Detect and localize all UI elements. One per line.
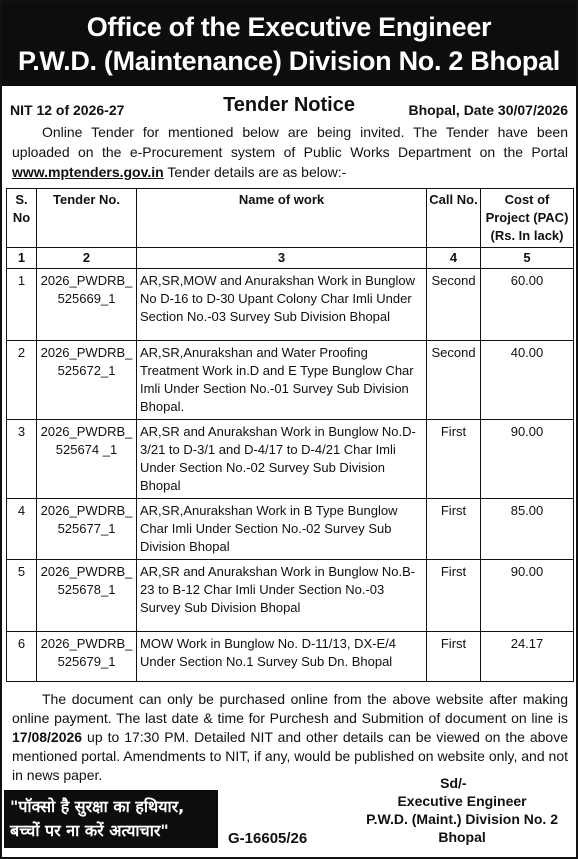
slogan-line-1: "पॉक्सो है सुरक्षा का हथियार, [10, 797, 185, 816]
terms-text: The document can only be purchased online from the above website after making online payment. The last date & time for Purchesh and Submition of document on line is [12, 691, 568, 726]
signatory-city: Bhopal [438, 829, 486, 845]
deadline-date: 17/08/2026 [12, 729, 83, 745]
terms-text-end: up to 17:30 PM. Detailed NIT and other details can be viewed on the above mentioned portal. Amendments to NIT, if any, would be published on website only, and not in news paper. [12, 729, 568, 783]
row-cost: 90.00 [481, 560, 574, 632]
portal-link[interactable]: www.mptenders.gov.in [12, 164, 164, 180]
row-cost: 90.00 [481, 420, 574, 499]
row-tender-no: 2026_PWDRB_ 525677_1 [37, 499, 137, 560]
row-sno: 1 [7, 269, 37, 341]
column-index: 5 [481, 248, 574, 269]
row-sno: 6 [7, 632, 37, 682]
row-tender-no: 2026_PWDRB_ 525679_1 [37, 632, 137, 682]
division-title: P.W.D. (Maintenance) Division No. 2 Bhopal [18, 46, 560, 76]
intro-text-end: Tender details are as below:- [163, 164, 347, 180]
table-header-row [7, 189, 574, 248]
table-row [7, 420, 574, 499]
table-row [7, 499, 574, 560]
table-row [7, 560, 574, 632]
intro-paragraph [2, 122, 576, 182]
row-tender-no: 2026_PWDRB_ 525674 _1 [37, 420, 137, 499]
row-cost: 85.00 [481, 499, 574, 560]
row-work: AR,SR,Anurakshan Work in B Type Bunglow Char Imli Under Section No.-02 Survey Sub Division Bhopal [137, 499, 427, 560]
row-call: First [427, 499, 481, 560]
column-index-row [7, 248, 574, 269]
row-work: MOW Work in Bunglow No. D-11/13, DX-E/4 Under Section No.1 Survey Sub Dn. Bhopal [137, 632, 427, 682]
row-work: AR,SR and Anurakshan Work in Bunglow No.B-23 to B-12 Char Imli Under Section No.-03 Survey Sub Division Bhopal [137, 560, 427, 632]
column-index: 4 [427, 248, 481, 269]
header-sno: S. No [7, 189, 37, 248]
row-call: First [427, 560, 481, 632]
header-name-of-work: Name of work [137, 189, 427, 248]
slogan-line-2: बच्चों पर ना करें अत्याचार" [10, 821, 169, 840]
row-cost: 24.17 [481, 632, 574, 682]
intro-text: Online Tender for mentioned below are being invited. The Tender have been uploaded on the e-Procurement system of Public Works Department on the Portal [12, 124, 568, 160]
row-tender-no: 2026_PWDRB_ 525678_1 [37, 560, 137, 632]
row-sno: 2 [7, 341, 37, 420]
row-sno: 4 [7, 499, 37, 560]
header-tender-no: Tender No. [37, 189, 137, 248]
nit-number: NIT 12 of 2026-27 [10, 102, 125, 118]
header-cost: Cost of Project (PAC) (Rs. In lack) [481, 189, 574, 248]
row-sno: 5 [7, 560, 37, 632]
signature-sd: Sd/- [440, 775, 467, 791]
header-call-no: Call No. [427, 189, 481, 248]
column-index: 1 [7, 248, 37, 269]
office-header [2, 2, 576, 86]
place-date: Bhopal, Date 30/07/2026 [408, 102, 568, 118]
signature-block [366, 774, 558, 846]
table-row [7, 632, 574, 682]
row-call: First [427, 420, 481, 499]
table-row [7, 341, 574, 420]
row-tender-no: 2026_PWDRB_ 525669_1 [37, 269, 137, 341]
row-tender-no: 2026_PWDRB_ 525672_1 [37, 341, 137, 420]
column-index: 3 [137, 248, 427, 269]
office-title: Office of the Executive Engineer [86, 12, 492, 42]
row-cost: 60.00 [481, 269, 574, 341]
row-cost: 40.00 [481, 341, 574, 420]
pocso-slogan-box [4, 790, 218, 848]
release-code: G-16605/26 [228, 830, 308, 847]
row-sno: 3 [7, 420, 37, 499]
row-work: AR,SR,Anurakshan and Water Proofing Treatment Work in.D and E Type Bunglow Char Imli Under Section No.-01 Survey Sub Division Bhopal. [137, 341, 427, 420]
row-call: First [427, 632, 481, 682]
notice-meta [2, 92, 576, 122]
row-call: Second [427, 341, 481, 420]
column-index: 2 [37, 248, 137, 269]
table-row [7, 269, 574, 341]
row-work: AR,SR and Anurakshan Work in Bunglow No.D-3/21 to D-3/1 and D-4/17 to D-4/21 Char Imli Under Section No.-02 Survey Sub Division Bhopal [137, 420, 427, 499]
row-work: AR,SR,MOW and Anurakshan Work in Bunglow No D-16 to D-30 Upant Colony Char Imli Under Section No.-03 Survey Sub Division Bhopal [137, 269, 427, 341]
signatory-division: P.W.D. (Maint.) Division No. 2 [366, 811, 558, 827]
signatory-designation: Executive Engineer [397, 793, 527, 809]
terms-paragraph [2, 682, 576, 785]
notice-title: Tender Notice [223, 94, 355, 116]
row-call: Second [427, 269, 481, 341]
tender-table [6, 188, 574, 682]
